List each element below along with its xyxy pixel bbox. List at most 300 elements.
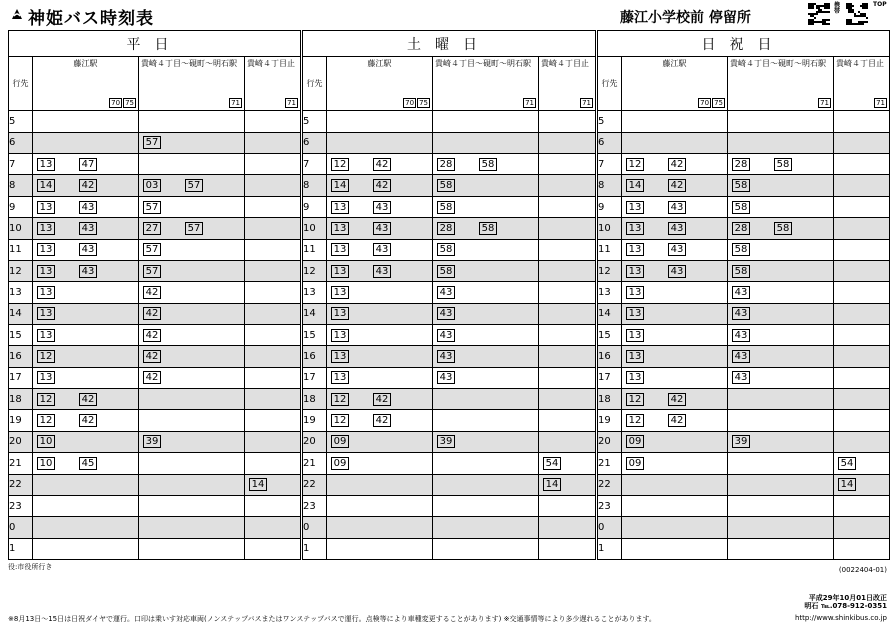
table-row [9,325,301,346]
departure-minute: 13 [626,307,644,320]
departure-minute: 13 [626,371,644,384]
table-row [598,239,890,260]
hour-cell: 9 [303,196,327,217]
minutes-cell [327,196,433,217]
table-row [9,453,301,474]
minutes-cell [139,282,245,303]
minutes-cell [728,175,834,196]
shinki-logo-icon [10,7,24,21]
minutes-cell [539,367,596,388]
hour-cell: 11 [303,239,327,260]
column-header-col3 [539,57,596,111]
hour-cell: 15 [9,325,33,346]
minutes-cell [622,367,728,388]
column-header-col2 [728,57,834,111]
route-numbers [403,98,430,108]
minutes-cell [834,495,890,516]
minutes-cell [539,495,596,516]
route-numbers [229,98,242,108]
departure-minute: 13 [626,286,644,299]
hour-cell: 5 [303,111,327,132]
table-row [9,495,301,516]
minutes-cell [539,175,596,196]
minutes-cell [834,175,890,196]
hour-cell: 16 [9,346,33,367]
minutes-cell [433,111,539,132]
route-numbers [285,98,298,108]
destination-label: 行先 [303,57,327,111]
minutes-cell [33,346,139,367]
table-row [598,175,890,196]
minutes-cell [834,367,890,388]
hour-cell: 9 [598,196,622,217]
minutes-cell [728,154,834,175]
route-numbers [523,98,536,108]
minutes-cell [834,410,890,431]
minutes-cell [539,538,596,559]
table-row [598,218,890,239]
minutes-cell [139,132,245,153]
departure-minute: 57 [185,222,203,235]
departure-minute: 43 [437,329,455,342]
minutes-cell [245,410,301,431]
minutes-cell [33,196,139,217]
departure-minute: 10 [37,457,55,470]
departure-minute: 58 [732,201,750,214]
minutes-cell [139,325,245,346]
departure-minute: 42 [373,393,391,406]
legend-note: 役:市役所行き [8,563,53,571]
minutes-cell [622,154,728,175]
departure-minute: 58 [437,265,455,278]
minutes-cell [327,218,433,239]
route-number-badge: 70 [111,99,121,108]
destination-name: 貴崎４丁目～硯町～明石駅 [730,59,826,69]
minutes-cell [834,111,890,132]
departure-minute: 14 [249,478,267,491]
minutes-cell [33,495,139,516]
destination-name: 貴崎４丁目～硯町～明石駅 [141,59,237,69]
document-code: (0022404-01) [838,566,887,574]
minutes-cell [139,303,245,324]
departure-minute: 14 [626,179,644,192]
hour-cell: 12 [9,260,33,281]
destination-name: 藤江駅 [73,59,98,69]
table-row [9,111,301,132]
table-row [303,154,596,175]
departure-minute: 39 [437,435,455,448]
hour-cell: 7 [9,154,33,175]
departure-minute: 13 [37,243,55,256]
timetable-1 [302,30,596,560]
minutes-cell [539,517,596,538]
table-row [9,538,301,559]
minutes-cell [728,367,834,388]
minutes-cell [728,431,834,452]
departure-minute: 43 [437,371,455,384]
minutes-cell [245,175,301,196]
minutes-cell [33,410,139,431]
departure-minute: 43 [79,265,97,278]
departure-minute: 58 [479,158,497,171]
departure-minute: 42 [143,371,161,384]
departure-minute: 43 [373,222,391,235]
minutes-cell [139,218,245,239]
minutes-cell [245,495,301,516]
minutes-cell [728,239,834,260]
departure-minute: 43 [79,222,97,235]
minutes-cell [622,239,728,260]
table-row [598,517,890,538]
destination-name: 貴崎４丁目止 [541,59,589,69]
table-row [9,282,301,303]
minutes-cell [327,111,433,132]
route-numbers [580,98,593,108]
minutes-cell [728,389,834,410]
minutes-cell [433,239,539,260]
hour-cell: 15 [303,325,327,346]
departure-minute: 13 [37,371,55,384]
departure-minute: 28 [732,158,750,171]
minutes-cell [728,517,834,538]
departure-minute: 43 [373,201,391,214]
departure-minute: 09 [331,457,349,470]
day-header: 平日 [9,31,301,57]
minutes-cell [245,218,301,239]
minutes-cell [834,538,890,559]
timetable-0 [8,30,301,560]
table-row [303,282,596,303]
table-row [303,346,596,367]
website-link[interactable]: http://www.shinkibus.co.jp [794,614,887,622]
minutes-cell [834,154,890,175]
minutes-cell [327,132,433,153]
minutes-cell [245,282,301,303]
destination-label: 行先 [9,57,33,111]
minutes-cell [33,282,139,303]
departure-minute: 57 [143,201,161,214]
table-row [598,431,890,452]
hour-cell: 20 [598,431,622,452]
departure-minute: 13 [331,265,349,278]
departure-minute: 12 [37,414,55,427]
minutes-cell [834,453,890,474]
departure-minute: 03 [143,179,161,192]
departure-minute: 13 [626,201,644,214]
hour-cell: 14 [598,303,622,324]
minutes-cell [834,239,890,260]
departure-minute: 28 [437,158,455,171]
departure-minute: 58 [437,179,455,192]
minutes-cell [539,453,596,474]
qr-mobile-label: 携帯 [834,2,841,15]
departure-minute: 42 [143,286,161,299]
departure-minute: 27 [143,222,161,235]
hour-cell: 8 [9,175,33,196]
minutes-cell [622,132,728,153]
timetable-2 [597,30,890,560]
revision-info [804,594,887,610]
route-number-badge: 75 [714,99,723,108]
minutes-cell [728,346,834,367]
minutes-cell [139,474,245,495]
route-number-badge: 75 [419,99,428,108]
minutes-cell [33,517,139,538]
departure-minute: 13 [37,201,55,214]
table-row [598,367,890,388]
table-row [303,132,596,153]
minutes-cell [539,474,596,495]
table-row [9,410,301,431]
minutes-cell [245,346,301,367]
minutes-cell [327,175,433,196]
departure-minute: 13 [331,243,349,256]
minutes-cell [728,303,834,324]
minutes-cell [539,346,596,367]
departure-minute: 45 [79,457,97,470]
departure-minute: 58 [437,201,455,214]
minutes-cell [433,218,539,239]
minutes-cell [245,111,301,132]
minutes-cell [834,282,890,303]
route-number-badge: 70 [405,99,415,108]
minutes-cell [245,154,301,175]
departure-minute: 12 [331,414,349,427]
hour-cell: 19 [598,410,622,431]
route-number-badge: 71 [582,99,591,108]
hour-cell: 10 [9,218,33,239]
departure-minute: 54 [543,457,561,470]
departure-minute: 58 [732,243,750,256]
hour-cell: 16 [598,346,622,367]
hour-cell: 23 [598,495,622,516]
minutes-cell [139,453,245,474]
minutes-cell [33,325,139,346]
departure-minute: 43 [732,371,750,384]
minutes-cell [539,196,596,217]
departure-minute: 39 [732,435,750,448]
departure-minute: 43 [79,243,97,256]
hour-cell: 7 [303,154,327,175]
column-header-col1 [327,57,433,111]
departure-minute: 42 [79,179,97,192]
minutes-cell [245,260,301,281]
departure-minute: 12 [331,393,349,406]
minutes-cell [245,517,301,538]
departure-minute: 42 [373,179,391,192]
revision-date: 平成29年10月01日改正 [808,594,887,602]
table-row [598,346,890,367]
hour-cell: 21 [598,453,622,474]
departure-minute: 42 [143,329,161,342]
minutes-cell [539,431,596,452]
minutes-cell [539,111,596,132]
minutes-cell [433,453,539,474]
hour-cell: 20 [303,431,327,452]
destination-name: 貴崎４丁目～硯町～明石駅 [435,59,531,69]
minutes-cell [622,431,728,452]
minutes-cell [728,132,834,153]
departure-minute: 13 [331,350,349,363]
minutes-cell [245,196,301,217]
minutes-cell [433,474,539,495]
hour-cell: 1 [9,538,33,559]
minutes-cell [539,154,596,175]
route-number-badge: 70 [700,99,710,108]
hour-cell: 11 [9,239,33,260]
hour-cell: 18 [303,389,327,410]
table-row [598,303,890,324]
minutes-cell [622,303,728,324]
hour-cell: 0 [9,517,33,538]
minutes-cell [622,260,728,281]
column-header-col2 [139,57,245,111]
departure-minute: 13 [331,201,349,214]
departure-minute: 12 [37,350,55,363]
minutes-cell [539,218,596,239]
minutes-cell [433,154,539,175]
day-header: 土曜日 [303,31,596,57]
hour-cell: 22 [598,474,622,495]
table-row [303,474,596,495]
departure-minute: 42 [668,414,686,427]
minutes-cell [139,389,245,410]
minutes-cell [728,325,834,346]
hour-cell: 14 [9,303,33,324]
minutes-cell [622,218,728,239]
minutes-cell [834,218,890,239]
minutes-cell [139,410,245,431]
minutes-cell [245,538,301,559]
table-row [598,154,890,175]
table-row [9,132,301,153]
minutes-cell [33,154,139,175]
qr-code-top-icon[interactable] [846,3,868,25]
table-row [9,303,301,324]
departure-minute: 09 [626,435,644,448]
departure-minute: 42 [143,350,161,363]
minutes-cell [33,303,139,324]
hour-cell: 0 [598,517,622,538]
minutes-cell [834,132,890,153]
departure-minute: 58 [732,265,750,278]
hour-cell: 13 [598,282,622,303]
hour-cell: 11 [598,239,622,260]
hour-cell: 9 [9,196,33,217]
minutes-cell [33,453,139,474]
destination-name: 貴崎４丁目止 [247,59,295,69]
minutes-cell [33,175,139,196]
table-row [303,325,596,346]
minutes-cell [245,389,301,410]
table-row [598,538,890,559]
minutes-cell [622,389,728,410]
hour-cell: 1 [598,538,622,559]
hour-cell: 13 [9,282,33,303]
departure-minute: 13 [626,329,644,342]
minutes-cell [433,538,539,559]
top-link-label[interactable]: TOP [873,1,887,8]
minutes-cell [33,239,139,260]
hour-cell: 18 [9,389,33,410]
minutes-cell [728,538,834,559]
column-header-col3 [834,57,890,111]
minutes-cell [433,132,539,153]
minutes-cell [433,431,539,452]
table-row [9,367,301,388]
minutes-cell [622,474,728,495]
table-row [598,410,890,431]
departure-minute: 12 [626,393,644,406]
minutes-cell [622,495,728,516]
departure-minute: 13 [331,222,349,235]
hour-cell: 10 [598,218,622,239]
minutes-cell [539,303,596,324]
departure-minute: 14 [331,179,349,192]
minutes-cell [622,282,728,303]
table-row [598,260,890,281]
minutes-cell [327,346,433,367]
minutes-cell [728,260,834,281]
minutes-cell [139,260,245,281]
table-row [303,410,596,431]
departure-minute: 42 [79,393,97,406]
minutes-cell [834,346,890,367]
minutes-cell [834,517,890,538]
table-row [9,346,301,367]
minutes-cell [327,367,433,388]
departure-minute: 13 [626,350,644,363]
hour-cell: 18 [598,389,622,410]
table-row [303,495,596,516]
minutes-cell [139,346,245,367]
departure-minute: 43 [437,350,455,363]
hour-cell: 5 [598,111,622,132]
qr-code-mobile-icon[interactable] [808,3,830,25]
departure-minute: 10 [37,435,55,448]
minutes-cell [539,260,596,281]
minutes-cell [327,517,433,538]
minutes-cell [139,154,245,175]
minutes-cell [728,111,834,132]
minutes-cell [433,325,539,346]
hour-cell: 5 [9,111,33,132]
minutes-cell [728,410,834,431]
minutes-cell [33,111,139,132]
minutes-cell [728,218,834,239]
table-row [303,517,596,538]
minutes-cell [433,517,539,538]
minutes-cell [834,325,890,346]
hour-cell: 21 [303,453,327,474]
minutes-cell [33,389,139,410]
departure-minute: 13 [37,329,55,342]
hour-cell: 17 [303,367,327,388]
table-row [598,196,890,217]
table-row [303,389,596,410]
minutes-cell [33,218,139,239]
page-title: 神姫バス時刻表 [28,9,154,29]
table-row [598,495,890,516]
table-row [303,218,596,239]
column-header-col3 [245,57,301,111]
minutes-cell [834,431,890,452]
hour-cell: 22 [9,474,33,495]
minutes-cell [728,196,834,217]
minutes-cell [433,495,539,516]
minutes-cell [433,196,539,217]
destination-label: 行先 [598,57,622,111]
